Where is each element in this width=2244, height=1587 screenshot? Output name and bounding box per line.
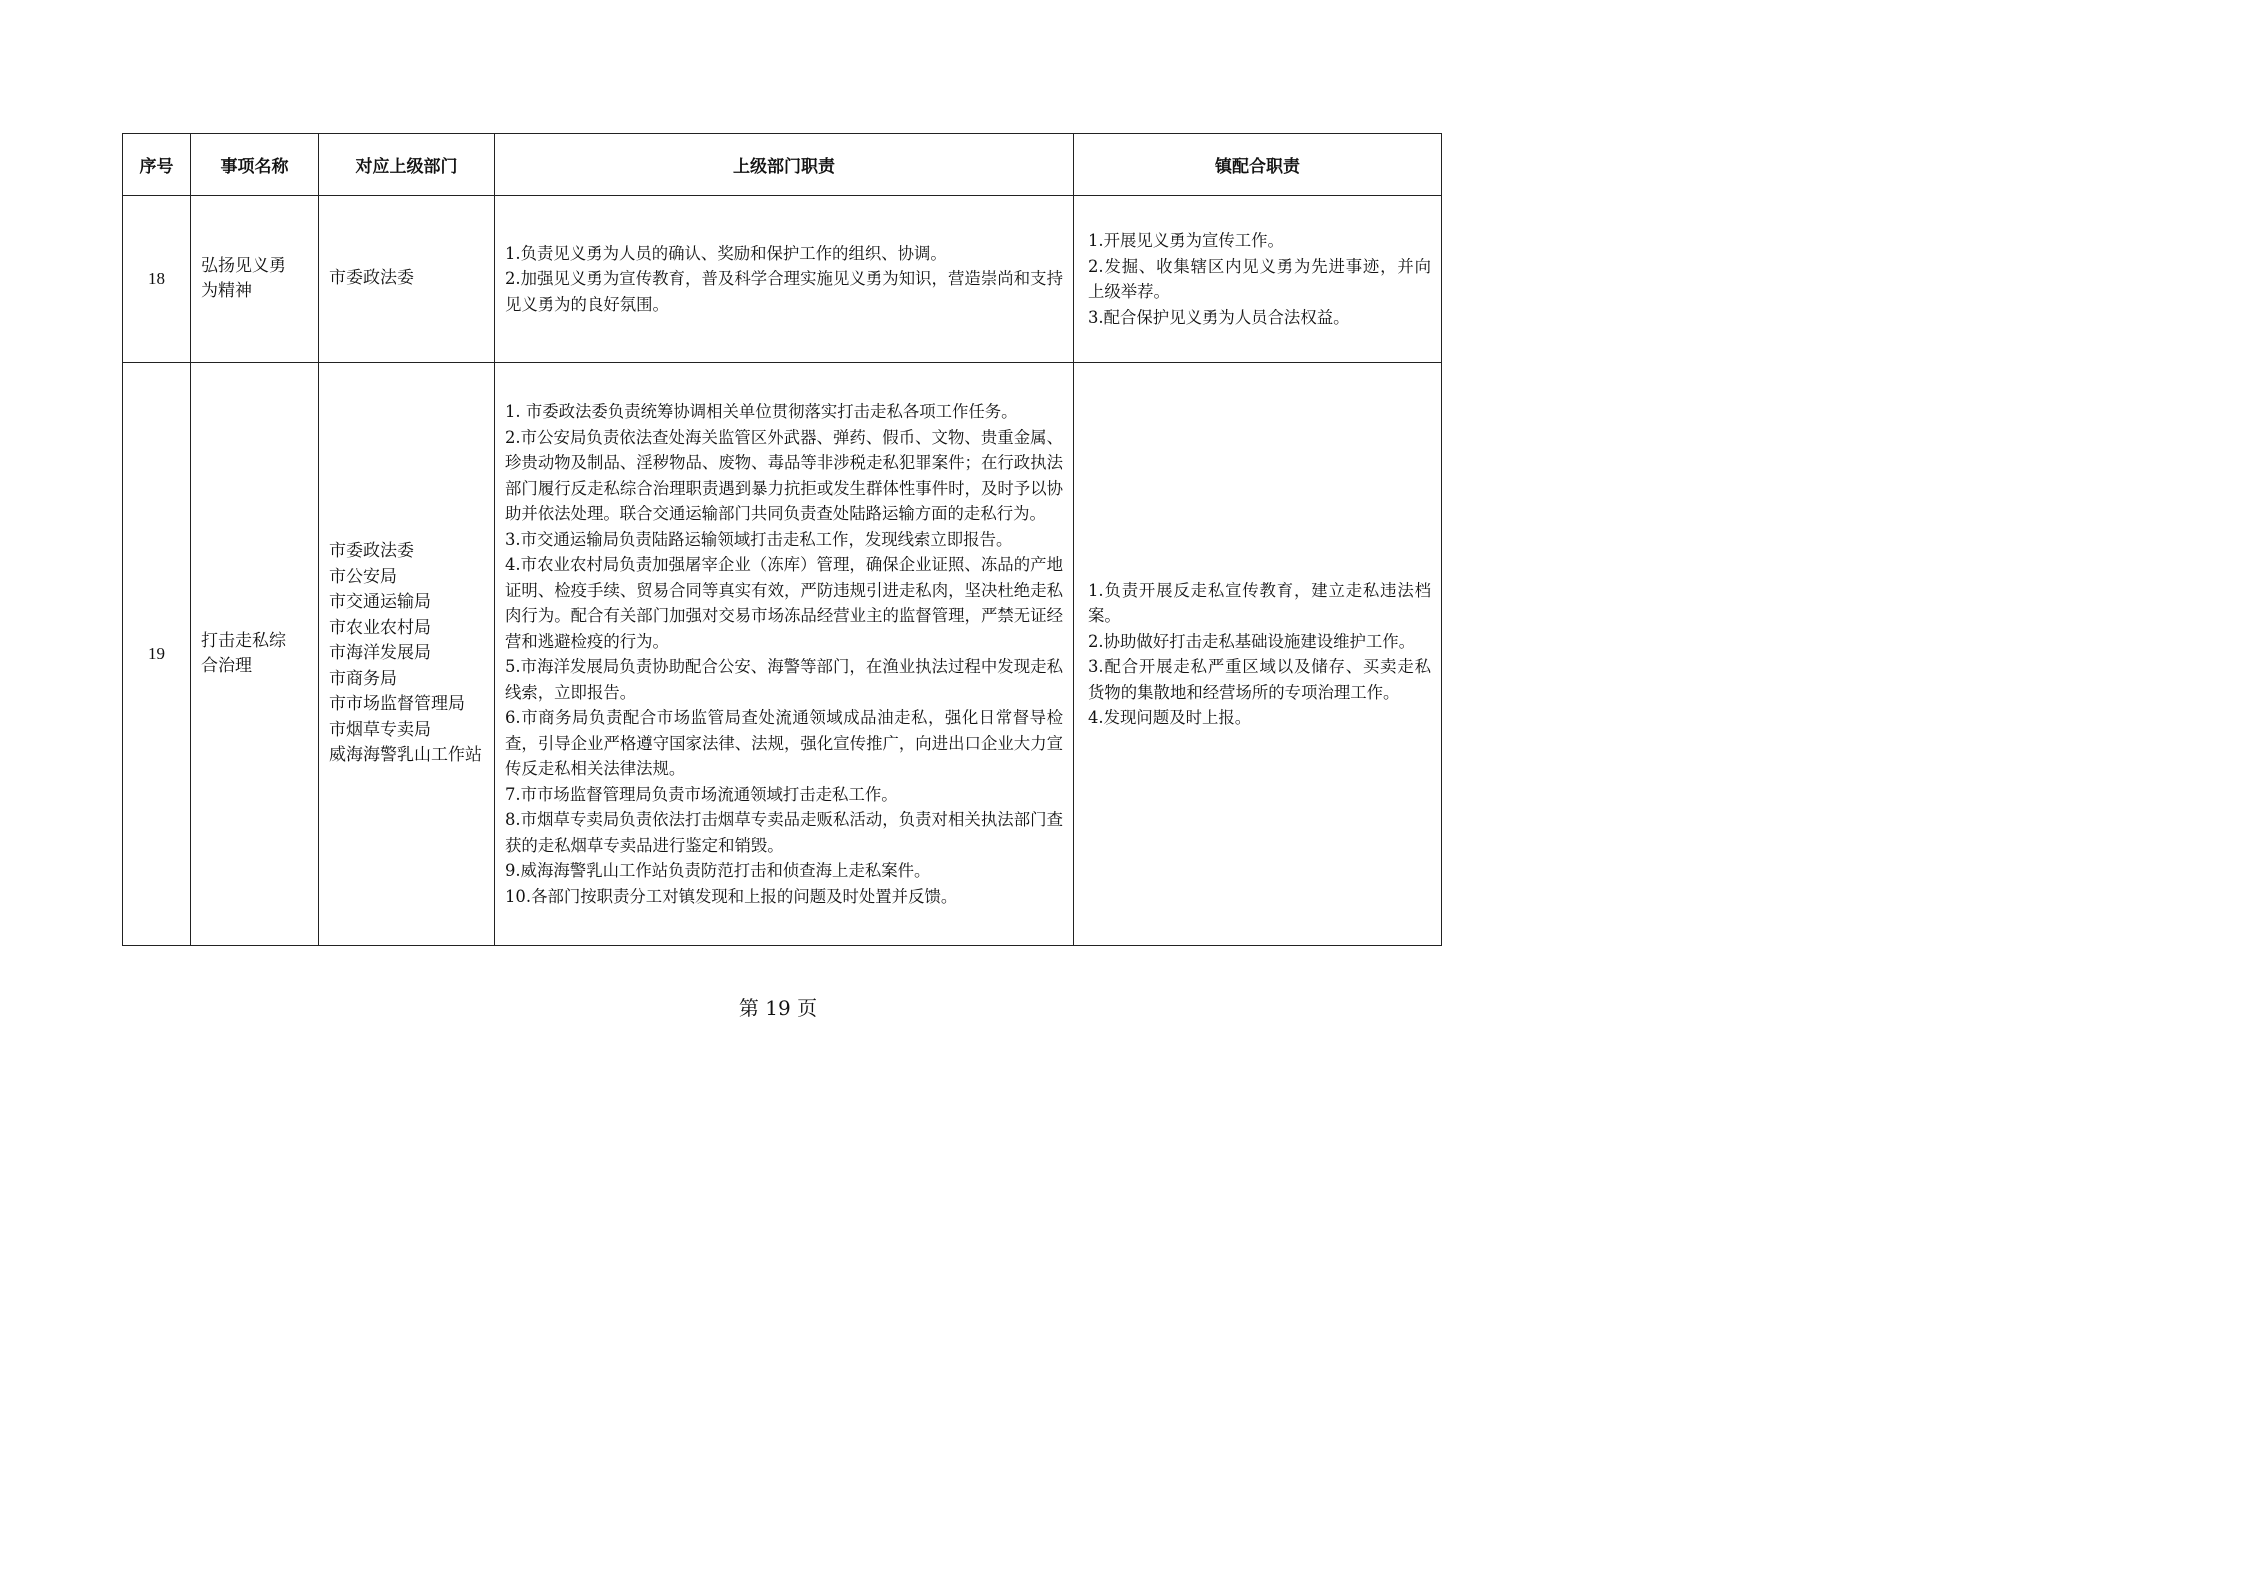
item-name-line: 打击走私综 xyxy=(201,630,286,651)
item-name xyxy=(191,363,319,946)
dept-name: 市委政法委 xyxy=(329,268,414,289)
dept-name: 市海洋发展局 xyxy=(329,643,431,664)
superior-dept-list xyxy=(319,196,495,363)
header-town-duties: 镇配合职责 xyxy=(1074,134,1442,196)
duty-item: 7.市市场监督管理局负责市场流通领域打击走私工作。 xyxy=(505,784,898,804)
town-duty-item: 3.配合开展走私严重区域以及储存、买卖走私货物的集散地和经营场所的专项治理工作。 xyxy=(1088,657,1431,702)
dept-name: 市农业农村局 xyxy=(329,617,431,638)
header-superior-dept: 对应上级部门 xyxy=(319,134,495,196)
superior-duties xyxy=(495,196,1074,363)
dept-name: 威海海警乳山工作站 xyxy=(329,745,482,766)
header-item-name: 事项名称 xyxy=(191,134,319,196)
header-no: 序号 xyxy=(123,134,191,196)
superior-duties xyxy=(495,363,1074,946)
item-name-line: 弘扬见义勇 xyxy=(201,255,286,276)
dept-name: 市烟草专卖局 xyxy=(329,719,431,740)
table-row xyxy=(123,196,1442,363)
town-duties xyxy=(1074,363,1442,946)
duty-item: 1. 市委政法委负责统筹协调相关单位贯彻落实打击走私各项工作任务。 xyxy=(505,402,1018,421)
town-duty-item: 2.协助做好打击走私基础设施建设维护工作。 xyxy=(1088,631,1416,651)
duty-item: 1.负责见义勇为人员的确认、奖励和保护工作的组织、协调。 xyxy=(505,243,947,263)
dept-name: 市公安局 xyxy=(329,566,397,587)
duty-item: 2.市公安局负责依法查处海关监管区外武器、弹药、假币、文物、贵重金属、珍贵动物及制品、淫秽物品、废物、毒品等非涉税走私犯罪案件；在行政执法部门履行反走私综合治理职责遇到暴力抗拒或发生群体性事件时，及时予以协助并依法处理。联合交通运输部门共同负责查处陆路运输方面的走私行为。 xyxy=(505,427,1063,523)
duty-item: 5.市海洋发展局负责协助配合公安、海警等部门，在渔业执法过程中发现走私线索，立即报告。 xyxy=(505,657,1063,702)
table-header-row xyxy=(123,134,1442,196)
town-duty-item: 3.配合保护见义勇为人员合法权益。 xyxy=(1088,307,1350,327)
town-duty-item: 2.发掘、收集辖区内见义勇为先进事迹，并向上级举荐。 xyxy=(1088,256,1431,301)
town-duty-item: 1.开展见义勇为宣传工作。 xyxy=(1088,231,1284,250)
superior-dept-list xyxy=(319,363,495,946)
duty-item: 2.加强见义勇为宣传教育，普及科学合理实施见义勇为知识，营造崇尚和支持见义勇为的良好氛围。 xyxy=(505,269,1063,314)
table-row xyxy=(123,363,1442,946)
row-number: 19 xyxy=(123,363,191,946)
duty-item: 6.市商务局负责配合市场监管局查处流通领域成品油走私，强化日常督导检查，引导企业严格遵守国家法律、法规，强化宣传推广，向进出口企业大力宣传反走私相关法律法规。 xyxy=(505,708,1063,778)
dept-name: 市委政法委 xyxy=(329,541,414,562)
row-number: 18 xyxy=(123,196,191,363)
duty-item: 8.市烟草专卖局负责依法打击烟草专卖品走贩私活动，负责对相关执法部门查获的走私烟草专卖品进行鉴定和销毁。 xyxy=(505,810,1063,855)
town-duty-item: 1.负责开展反走私宣传教育，建立走私违法档案。 xyxy=(1088,580,1431,625)
responsibility-table xyxy=(122,133,1442,946)
town-duty-item: 4.发现问题及时上报。 xyxy=(1088,708,1252,727)
duty-item: 4.市农业农村局负责加强屠宰企业（冻库）管理，确保企业证照、冻品的产地证明、检疫手续、贸易合同等真实有效，严防违规引进走私肉，坚决杜绝走私肉行为。配合有关部门加强对交易市场冻品经营业主的监督管理，严禁无证经营和逃避检疫的行为。 xyxy=(505,555,1063,651)
page-number: 第 19 页 xyxy=(738,996,818,1020)
dept-name: 市市场监督管理局 xyxy=(329,694,465,715)
item-name xyxy=(191,196,319,363)
duty-item: 9.威海海警乳山工作站负责防范打击和侦查海上走私案件。 xyxy=(505,861,931,880)
town-duties xyxy=(1074,196,1442,363)
duty-item: 10.各部门按职责分工对镇发现和上报的问题及时处置并反馈。 xyxy=(505,886,958,906)
duty-item: 3.市交通运输局负责陆路运输领域打击走私工作，发现线索立即报告。 xyxy=(505,529,1013,549)
dept-name: 市交通运输局 xyxy=(329,592,431,613)
header-superior-duties: 上级部门职责 xyxy=(495,134,1074,196)
item-name-line: 为精神 xyxy=(201,281,252,301)
dept-name: 市商务局 xyxy=(329,668,397,689)
item-name-line: 合治理 xyxy=(201,656,252,676)
